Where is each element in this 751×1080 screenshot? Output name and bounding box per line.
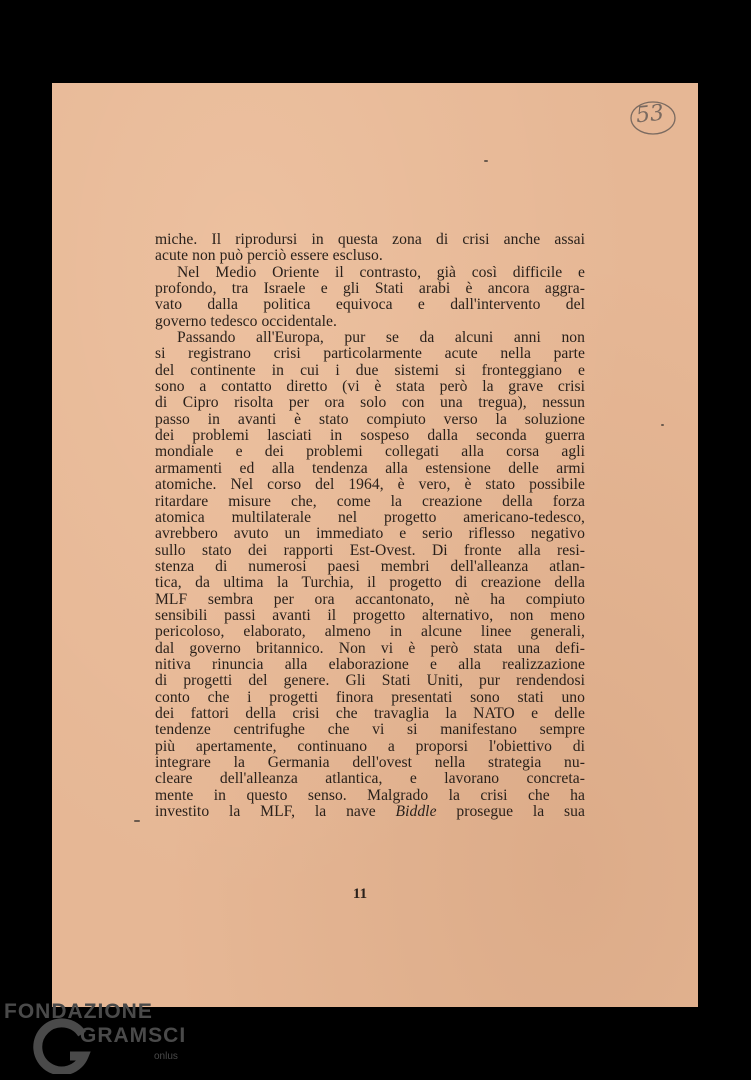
text-line: miche. Il riprodursi in questa zona di crisi anche assai bbox=[155, 231, 585, 248]
text-line: ritardare misure che, come la creazione della forza bbox=[155, 492, 585, 510]
text-line: mente in questo senso. Malgrado la crisi che ha bbox=[155, 786, 585, 804]
text-line: acute non può perciò essere escluso. bbox=[155, 247, 383, 265]
text-line: profondo, tra Israele e gli Stati arabi è ancora aggra- bbox=[155, 280, 585, 298]
text-line: pericoloso, elaborato, almeno in alcune linee generali, bbox=[155, 623, 585, 641]
text-line: del continente in cui i due sistemi si fronteggiano e bbox=[155, 361, 585, 379]
text-line: cleare dell'alleanza atlantica, e lavorano concreta- bbox=[155, 770, 585, 788]
text-line: più apertamente, continuano a proporsi l'obiettivo di bbox=[155, 737, 585, 755]
text-line: passo in avanti è stato compiuto verso la soluzione bbox=[155, 410, 585, 428]
text-line: di progetti del genere. Gli Stati Uniti, pur rendendosi bbox=[155, 672, 585, 690]
paper-speck bbox=[134, 820, 140, 822]
text-line: atomica multilaterale nel progetto americano-tedesco, bbox=[155, 508, 585, 526]
ship-name: Biddle bbox=[395, 803, 437, 821]
text-line: dei fattori della crisi che travaglia la NATO e delle bbox=[155, 704, 585, 722]
text-line: tendenze centrifughe che vi si manifestano sempre bbox=[155, 721, 585, 739]
paper-speck bbox=[484, 160, 488, 162]
text-line: armamenti ed alla tendenza alla estensione delle armi bbox=[155, 459, 585, 477]
text-line: si registrano crisi particolarmente acute nella parte bbox=[155, 345, 585, 363]
text-line: governo tedesco occidentale. bbox=[155, 312, 337, 330]
text-fragment: prosegue la sua bbox=[436, 803, 585, 821]
text-line: vato dalla politica equivoca e dall'intervento del bbox=[155, 296, 585, 314]
body-text bbox=[155, 232, 585, 820]
logo-line1: FONDAZIONE bbox=[4, 1000, 153, 1023]
text-line: conto che i progetti finora presentati sono stati uno bbox=[155, 688, 585, 706]
handwritten-page-mark bbox=[628, 98, 678, 138]
text-line: dei problemi lasciati in sospeso dalla seconda guerra bbox=[155, 427, 585, 445]
logo-sub: onlus bbox=[154, 1051, 178, 1062]
text-line bbox=[155, 804, 585, 820]
text-line: dal governo britannico. Non vi è però stata una defi- bbox=[155, 639, 585, 657]
fondazione-gramsci-logo bbox=[4, 996, 194, 1076]
text-line: Passando all'Europa, pur se da alcuni anni non bbox=[177, 329, 585, 347]
text-line: atomiche. Nel corso del 1964, è vero, è stato possibile bbox=[155, 476, 585, 494]
handwritten-number: 53 bbox=[634, 100, 666, 129]
page-folio: 11 bbox=[352, 886, 368, 902]
text-line: tica, da ultima la Turchia, il progetto di creazione della bbox=[155, 574, 585, 592]
text-line: integrare la Germania dell'ovest nella strategia nu- bbox=[155, 754, 585, 771]
text-line: sono a contatto diretto (vi è stata però la grave crisi bbox=[155, 378, 585, 396]
text-line: sensibili passi avanti il progetto alternativo, non meno bbox=[155, 606, 585, 624]
text-line: di Cipro risolta per ora solo con una tregua), nessun bbox=[155, 394, 585, 412]
text-line: mondiale e dei problemi collegati alla corsa agli bbox=[155, 443, 585, 461]
text-line: Nel Medio Oriente il contrasto, già così difficile e bbox=[177, 263, 585, 281]
logo-line2: GRAMSCI bbox=[80, 1024, 187, 1047]
text-line: sullo stato dei rapporti Est-Ovest. Di fronte alla resi- bbox=[155, 541, 585, 559]
text-line: MLF sembra per ora accantonato, nè ha compiuto bbox=[155, 590, 585, 608]
text-line: avrebbero avuto un immediato e serio riflesso negativo bbox=[155, 525, 585, 543]
text-fragment: investito la MLF, la nave bbox=[155, 803, 396, 821]
text-line: nitiva rinuncia alla elaborazione e alla realizzazione bbox=[155, 655, 585, 673]
text-line: stenza di numerosi paesi membri dell'alleanza atlan- bbox=[155, 557, 585, 575]
paper-speck bbox=[661, 424, 664, 426]
